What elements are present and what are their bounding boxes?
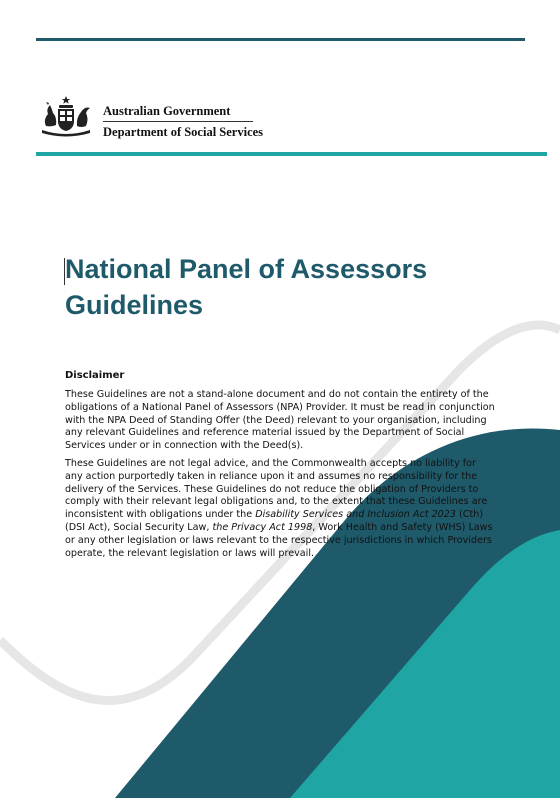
title-line-1: National Panel of Assessors	[65, 254, 428, 284]
department-name: Department of Social Services	[103, 125, 264, 139]
para2-text-3: , Work Health and Safety (WHS) Laws or any other legislation or laws relevant to the respective jurisdictions in which Providers operate, the relevant legislation or laws will prevail.	[65, 521, 493, 559]
agency-identifier	[103, 104, 263, 139]
agency-divider	[103, 121, 253, 122]
para2-text-2: (Cth) (DSI Act), Social Security Law,	[65, 509, 484, 533]
coat-of-arms-icon	[36, 94, 96, 138]
disclaimer-section	[65, 369, 495, 565]
disclaimer-paragraph-2	[65, 458, 495, 560]
title-line-2: Guidelines	[65, 290, 204, 320]
top-rule	[36, 38, 525, 41]
act-name-dsi: Disability Services and Inclusion Act 2023	[255, 509, 456, 521]
disclaimer-heading: Disclaimer	[65, 370, 125, 381]
para2-text-1: These Guidelines are not legal advice, and the Commonwealth accepts no liability for any action purportedly taken in reliance upon it and assumes no responsibility for the delivery of the Services. These Guidelines do not reduce the obligation of Providers to comply with their relevant legal obligations and, to the extent that these Guidelines are inconsistent with obligations under the	[65, 457, 488, 521]
disclaimer-paragraph-1: These Guidelines are not a stand-alone document and do not contain the entirety of the obligations of a National Panel of Assessors (NPA) Provider. It must be read in conjunction with the NPA Deed of Standing Offer (the Deed) relevant to your organisation, including any relevant Guidelines and reference material issued by the Department of Social Services under or in connection with the Deed(s).	[65, 389, 495, 452]
government-name: Australian Government	[103, 104, 231, 118]
document-title	[65, 251, 525, 323]
header-rule	[36, 152, 547, 156]
act-name-privacy: the Privacy Act 1998	[212, 521, 313, 533]
